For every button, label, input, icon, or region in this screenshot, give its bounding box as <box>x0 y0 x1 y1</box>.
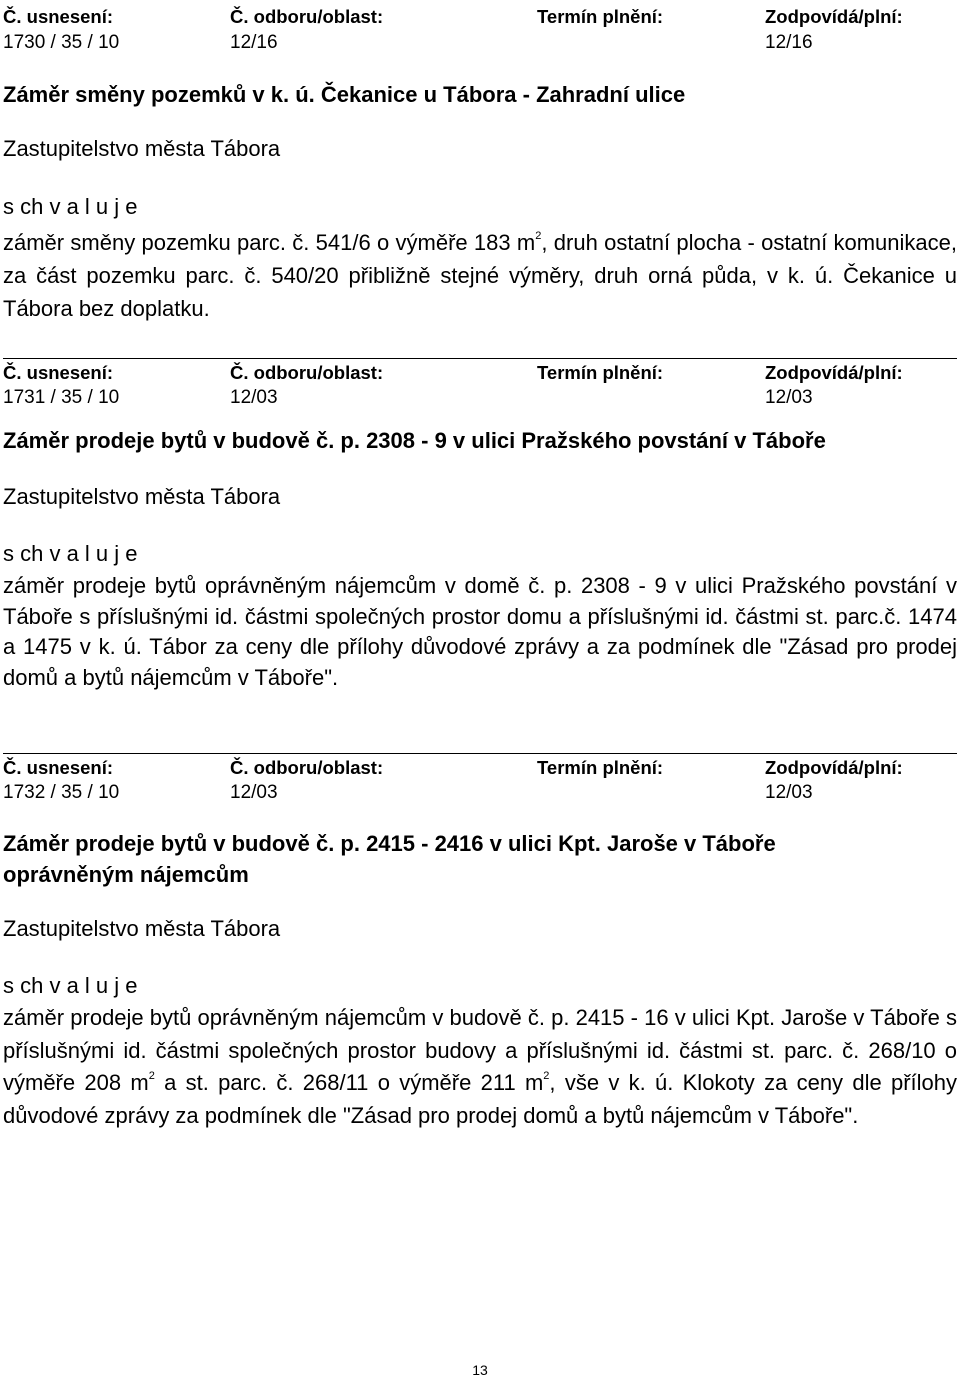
label-resolution-no: Č. usnesení: <box>3 6 113 27</box>
resolution-title: Záměr prodeje bytů v budově č. p. 2415 - 2416 v ulici Kpt. Jaroše v Táboře oprávněným nájemcům <box>3 831 776 887</box>
resolution-text: záměr prodeje bytů oprávněným nájemcům v domě č. p. 2308 - 9 v ulici Pražského povstání v Táboře s příslušnými id. částmi společných prostor domu a příslušnými id. částmi st. parc.č. 1474 a 1475 v k. ú. Tábor za ceny dle přílohy důvodové zprávy a za podmínek dle "Zásad pro prodej domů a bytů nájemcům v Táboře". <box>3 573 957 690</box>
resolution-title: Záměr prodeje bytů v budově č. p. 2308 - 9 v ulici Pražského povstání v Táboře <box>3 428 826 453</box>
resolution-text <box>3 1002 957 1132</box>
label-dept-no: Č. odboru/oblast: <box>230 6 384 27</box>
dept-no: 12/03 <box>230 387 278 408</box>
resolution-verb: s ch v a l u j e <box>3 973 138 998</box>
resolution-no: 1730 / 35 / 10 <box>3 32 120 53</box>
label-dept-no: Č. odboru/oblast: <box>230 757 384 778</box>
resolution-header <box>3 0 957 58</box>
resolution-header <box>3 753 957 806</box>
superscript-square: 2 <box>148 1070 155 1082</box>
resolution-no: 1732 / 35 / 10 <box>3 782 120 803</box>
label-responsible: Zodpovídá/plní: <box>765 6 903 27</box>
label-dept-no: Č. odboru/oblast: <box>230 362 384 383</box>
label-deadline: Termín plnění: <box>537 6 664 27</box>
label-deadline: Termín plnění: <box>537 362 664 383</box>
resolution-verb: s ch v a l u j e <box>3 541 138 566</box>
superscript-square: 2 <box>543 1070 550 1082</box>
resolution-text-part-1: záměr směny pozemku parc. č. 541/6 o výměře 183 m <box>3 230 536 255</box>
dept-no: 12/03 <box>230 782 278 803</box>
resolution-text-part-3: , vše v k. ú. Klokoty za ceny dle přílohy důvodové zprávy za podmínek dle "Zásad pro prodej domů a bytů nájemcům v Táboře". <box>3 1070 958 1128</box>
page-number: 13 <box>472 1362 488 1378</box>
resolution-text-part-2: a st. parc. č. 268/11 o výměře 211 m <box>154 1070 544 1095</box>
resolution-text <box>3 226 957 325</box>
responsible: 12/03 <box>765 387 813 408</box>
council-name: Zastupitelstvo města Tábora <box>3 484 281 509</box>
dept-no: 12/16 <box>230 32 278 53</box>
resolution-title: Záměr směny pozemků v k. ú. Čekanice u Tábora - Zahradní ulice <box>3 82 686 107</box>
resolution-no: 1731 / 35 / 10 <box>3 387 120 408</box>
resolution-verb: s ch v a l u j e <box>3 194 138 219</box>
council-name: Zastupitelstvo města Tábora <box>3 916 281 941</box>
resolution-text-part-1: záměr prodeje bytů oprávněným nájemcům v budově č. p. 2415 - 16 v ulici Kpt. Jaroše v Táboře s příslušnými id. částmi společných prostor budovy a příslušnými id. částmi st. parc. č. 268/10 o výměře 208 m <box>3 1005 957 1095</box>
label-resolution-no: Č. usnesení: <box>3 362 113 383</box>
label-resolution-no: Č. usnesení: <box>3 757 113 778</box>
superscript-square: 2 <box>535 230 542 242</box>
responsible: 12/16 <box>765 32 813 53</box>
council-name: Zastupitelstvo města Tábora <box>3 136 281 161</box>
resolution-header <box>3 358 957 411</box>
label-deadline: Termín plnění: <box>537 757 664 778</box>
document-page <box>3 0 957 1132</box>
resolution-text-part-2: , druh ostatní plocha - ostatní komunikace, za část pozemku parc. č. 540/20 přibližně stejné výměry, druh orná půda, v k. ú. Čekanice u Tábora bez doplatku. <box>3 230 957 321</box>
label-responsible: Zodpovídá/plní: <box>765 362 903 383</box>
responsible: 12/03 <box>765 782 813 803</box>
label-responsible: Zodpovídá/plní: <box>765 757 903 778</box>
